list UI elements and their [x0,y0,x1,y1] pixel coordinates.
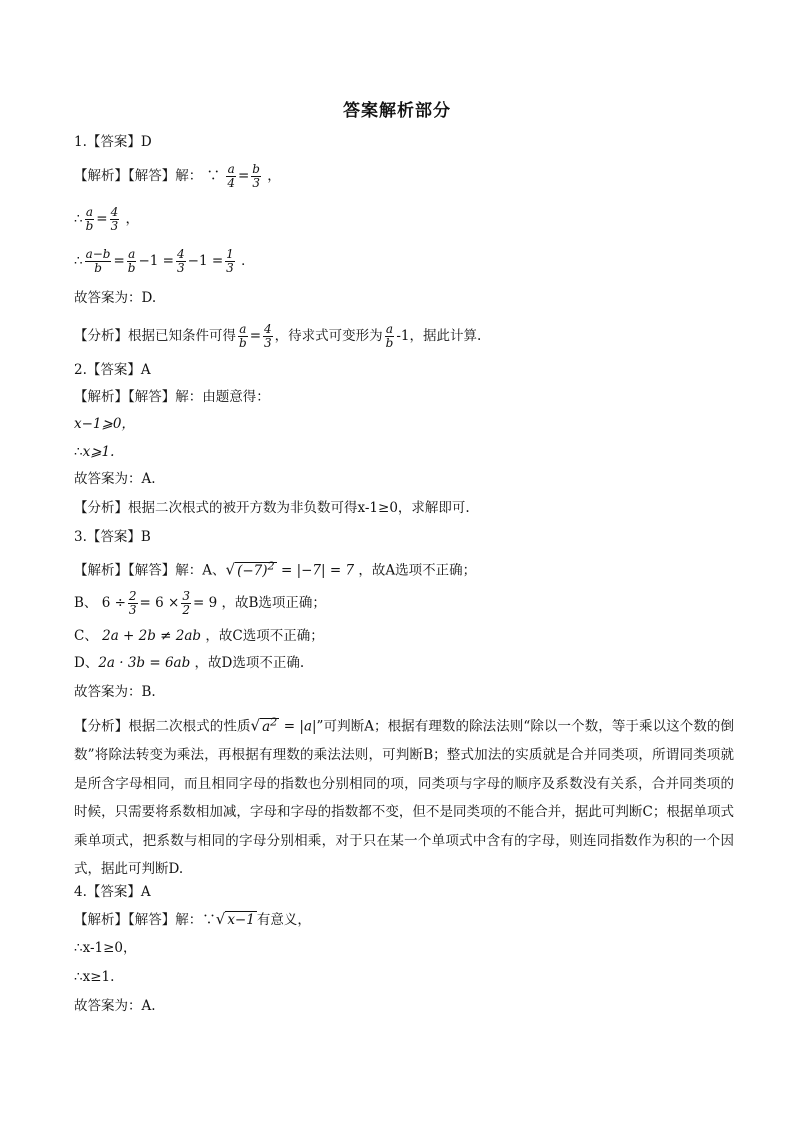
fraction: $\frac{a-b}{b}$ [85,247,111,275]
q1-step1: ∴ $\frac{a}{b}$ = $\frac{4}{3}$ ， [74,205,140,233]
q4-conclusion: 故答案为：A. [74,998,156,1014]
q4-answer: 4.【答案】A [74,884,151,900]
square-root: √ $a^2$ [250,715,278,735]
q4-step2: ∴x≥1. [74,969,115,985]
because-icon: ∵ [206,168,221,184]
q2-step1: x−1⩾0， [74,416,135,432]
fraction: $\frac{4}{3}$ [110,205,119,233]
fraction: $\frac{a}{b}$ [385,322,394,350]
fraction: $\frac{2}{3}$ [128,589,137,617]
fraction: $\frac{3}{2}$ [182,589,190,617]
q2-analysis: 【分析】根据二次根式的被开方数为非负数可得x-1≥0，求解即可. [74,500,470,516]
q2-conclusion: 故答案为：A. [74,471,156,487]
radical-icon: √ [225,560,236,579]
q1-conclusion: 故答案为：D. [74,290,157,306]
q1-analysis: 【分析】根据已知条件可得 $\frac{a}{b}$ = $\frac{4}{3}$ ，待求式可变形为 $\frac{a}{b}$ -1，据此计算. [74,322,482,350]
radical-icon: √ [215,910,226,928]
fraction: $\frac{4}{3}$ [177,247,185,275]
q3-solution-b: B、 6 ÷ $\frac{2}{3}$ = 6 × $\frac{3}{2}$ = 9 ，故B选项正确； [74,589,326,617]
q1-step2: ∴ $\frac{a-b}{b}$ = $\frac{a}{b}$ −1 = $\frac{4}{3}$ −1 = $\frac{1}{3}$ ． [74,247,255,275]
fraction: $\frac{b}{3}$ [252,162,260,190]
q3-conclusion: 故答案为：B. [74,684,156,700]
therefore-icon: ∴ [74,211,83,227]
square-root: √ $(-7)^2$ [225,559,275,579]
radical-icon: √ [250,716,261,735]
fraction: $\frac{a}{b}$ [239,322,247,350]
fraction: $\frac{a}{4}$ [227,162,235,190]
q1-solution-line: 【解析】【解答】解： ∵ $\frac{a}{4}$ = $\frac{b}{3}$ ， [74,162,281,190]
q3-solution-d: D、2a · 3b = 6ab ，故D选项不正确. [74,655,305,671]
q2-answer: 2.【答案】A [74,362,151,378]
fraction: $\frac{a}{b}$ [85,205,94,233]
fraction: $\frac{a}{b}$ [127,247,136,275]
therefore-icon: ∴ [74,253,83,269]
q2-solution: 【解析】【解答】解：由题意得： [74,389,270,405]
q3-solution-a: 【解析】【解答】解：A、√ $(-7)^2 = |-7| = 7$ ，故A选项不正确； [74,556,734,581]
q4-step1: ∴x-1≥0， [74,940,137,956]
square-root: √ x−1 [215,910,255,928]
q4-solution: 【解析】【解答】解：∵√ x−1 有意义， [74,910,311,928]
q3-answer: 3.【答案】B [74,529,151,545]
q3-analysis: 【分析】根据二次根式的性质√ $a^2 = |a|$”可判断A；根据有理数的除法法则“除以一个数，等于乘以这个数的倒数”将除法转变为乘法，再根据有理数的乘法法则，可判断B；整式加法的实质就是合并同类项，所谓同类项就是所含字母相同，而且相同字母的指数也分别相同的项，同类项与字母的顺序及系数没有关系，合并同类项的时候，只需要将系数相加减，字母和字母的指数都不变，但不是同类项的不能合并，据此可判断C；根据单项式乘单项式，把系数与相同的字母分别相乘，对于只在某一个单项式中含有的字母，则连同指数作为积的一个因式，据此可判断D. [74,708,734,884]
therefore-icon: ∴ [74,444,83,460]
q1-answer: 1.【答案】D [74,134,152,150]
q2-step2: ∴x⩾1. [74,444,115,460]
fraction: $\frac{1}{3}$ [226,247,234,275]
page-title: 答案解析部分 [343,101,451,121]
q3-solution-c: C、 2a + 2b ≠ 2ab ，故C选项不正确； [74,628,324,644]
fraction: $\frac{4}{3}$ [264,322,272,350]
q1-solution-label: 【解析】【解答】解： [74,168,203,184]
